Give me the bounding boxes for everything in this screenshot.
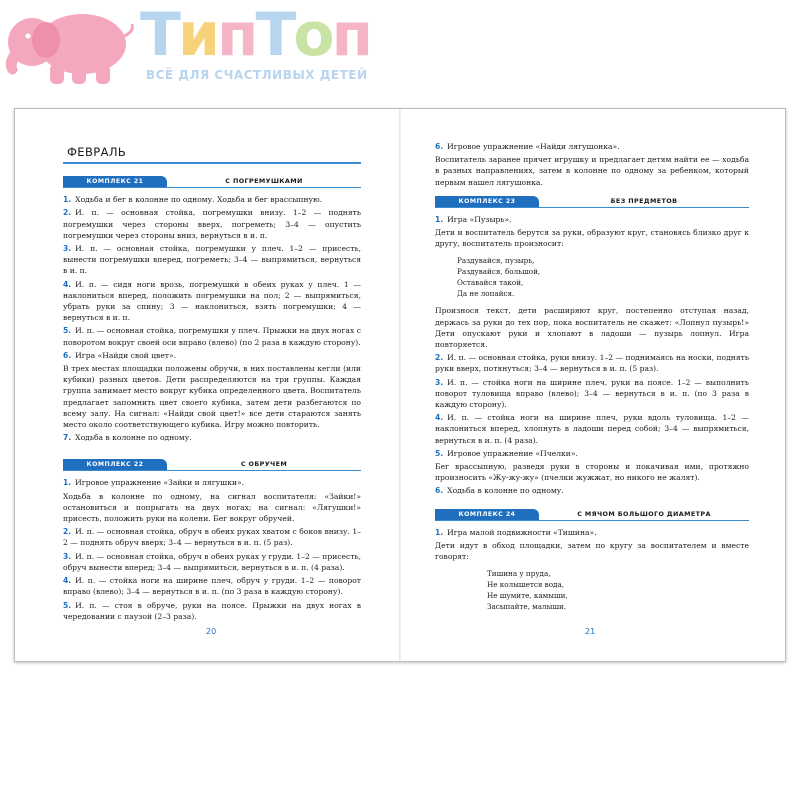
shop-logo (0, 0, 380, 92)
brand-letter: и (177, 0, 217, 70)
brand-letter: п (331, 0, 371, 70)
page-number: 21 (585, 626, 596, 636)
exercise-item (435, 352, 749, 374)
poem (457, 255, 749, 299)
exercise-text: Игровое упражнение «Пчелки». (447, 448, 578, 458)
exercise-number: 5. (63, 326, 72, 336)
exercise-number: 2. (435, 353, 444, 363)
exercise-item (435, 527, 749, 538)
exercise-text: Ходьба в колонне по одному. (75, 433, 192, 443)
exercise-number: 6. (435, 142, 444, 151)
brand-letter: п (216, 0, 256, 70)
game-description: Дети идут в обход площадки, затем по кругу за воспитателем и вместе говорят: (435, 540, 749, 562)
brand-letter: о (293, 0, 332, 70)
exercise-text: И. п. — стойка ноги на ширине плеч, руки вдоль туловища. 1–2 — наклониться вперед, хлопнуть в ладоши перед собой; 3–4 — выпрямиться, вернуться в и. п. (4 раза). (435, 413, 749, 445)
exercise-item (435, 377, 749, 411)
poem-line: Тишина у пруда, (487, 569, 551, 579)
exercise-number: 2. (63, 208, 72, 218)
exercise-item (63, 575, 361, 597)
exercise-text: И. п. — сидя ноги врозь, погремушки в обеих руках у плеч. 1 — наклониться вперед, положить погремушки на пол; 2 — выпрямиться, убрать руки за спину; 3 — наклониться, взять погремушки; 4 — вернуться в и. п. (63, 279, 361, 323)
exercise-number: 1. (63, 195, 72, 205)
game-description: Воспитатель заранее прячет игрушку и предлагает детям найти ее — ходьба в разных направлениях, затем в колонне по одному за ребенком, который первым нашел лягушонка. (435, 155, 749, 187)
elephant-icon (0, 6, 140, 88)
exercise-number: 1. (435, 527, 444, 537)
section-divider (63, 162, 361, 164)
exercise-number: 5. (63, 600, 72, 610)
exercise-number: 3. (63, 244, 72, 254)
exercise-item (435, 485, 749, 496)
exercise-text: Ходьба в колонне по одному. (447, 486, 564, 496)
exercise-number: 6. (435, 486, 444, 496)
exercise-number: 3. (435, 377, 444, 387)
complex-title: БЕЗ ПРЕДМЕТОВ (610, 196, 678, 205)
game-description: Ходьба в колонне по одному, на сигнал воспитателя: «Зайки!» остановиться и попрыгать на двух ногах; на сигнал: «Лягушки!» присесть, положить руки на колени. Бег вокруг обручей. (63, 491, 361, 524)
exercise-item (435, 412, 749, 446)
poem-line: Засыпайте, малыши. (487, 602, 567, 612)
brand-letter: Т (140, 0, 178, 70)
exercise-item (63, 194, 361, 205)
exercise-item (63, 243, 361, 277)
complex-header (63, 176, 361, 188)
exercise-text: И. п. — основная стойка, обруч в обеих руках хватом с боков внизу. 1–2 — поднять обруч вверх; 3–4 — вернуться в и. п. (5 раз). (63, 527, 361, 548)
right-page (435, 109, 749, 661)
complex-tab: КОМПЛЕКС 23 (435, 196, 539, 207)
exercise-item (435, 214, 749, 225)
exercise-item (63, 325, 361, 347)
exercise-text: И. п. — основная стойка, обруч в обеих руках у груди. 1–2 — присесть, обруч вынести вперед; 3–4 — выпрямиться, вернуться в и. п. (4 раза). (63, 551, 361, 572)
exercise-number: 7. (63, 433, 72, 443)
exercise-item (63, 207, 361, 241)
exercise-text: И. п. — основная стойка, руки внизу. 1–2 — поднимаясь на носки, поднять руки вверх, потянуться; 3–4 — вернуться в и. п. (5 раз). (435, 353, 749, 374)
exercise-item (63, 477, 361, 488)
exercise-item (63, 350, 361, 361)
book-spread (14, 108, 786, 662)
exercise-item (63, 600, 361, 622)
exercise-text: Ходьба и бег в колонне по одному. Ходьба и бег врассыпную. (75, 195, 323, 205)
exercise-item (63, 551, 361, 573)
exercise-number: 2. (63, 527, 72, 537)
book-gutter (399, 109, 401, 661)
exercise-text: И. п. — стойка ноги на ширине плеч, руки на поясе. 1–2 — выполнить поворот туловища вправо (влево); 3–4 — вернуться в и. п. (по 3 раза в каждую сторону). (435, 377, 749, 410)
exercise-item (63, 279, 361, 324)
game-description: В трех местах площадки положены обручи, в них поставлены кегли (или кубики) разных цветов. Дети распределяются на три группы. Каждая группа занимает место вокруг кубика определенного цвета. Воспитатель предлагает запомнить цвет своего кубика, затем дети разбегаются по всему залу. На сигнал: «Найди свой цвет!» все дети стараются занять место около соответствующего кубика. Игру можно повторить. (63, 364, 361, 430)
poem-line: Оставайся такой, (457, 278, 524, 288)
complex-title: С ПОГРЕМУШКАМИ (225, 177, 303, 186)
complex-tab: КОМПЛЕКС 22 (63, 459, 167, 470)
exercise-number: 4. (435, 413, 444, 423)
section-title: ФЕВРАЛЬ (67, 145, 127, 159)
exercise-item (63, 432, 361, 443)
complex-header (63, 459, 361, 471)
complex-title: С ОБРУЧЕМ (240, 460, 288, 469)
poem (487, 568, 749, 612)
exercise-text: Игровое упражнение «Зайки и лягушки». (75, 478, 245, 488)
exercise-item (435, 448, 749, 459)
brand-tagline: ВСЁ ДЛЯ СЧАСТЛИВЫХ ДЕТЕЙ (146, 68, 368, 82)
exercise-text: Игра «Найди свой цвет». (75, 350, 177, 360)
complex-title: С МЯЧОМ БОЛЬШОГО ДИАМЕТРА (577, 509, 711, 518)
exercise-number: 5. (435, 448, 444, 458)
exercise-number: 4. (63, 576, 72, 586)
exercise-number: 6. (63, 350, 72, 360)
exercise-text: И. п. — стойка ноги на ширине плеч, обруч у груди. 1–2 — поворот вправо (влево); 3–4 — вернуться в и. п. (по 3 раза в каждую сторону). (63, 576, 361, 597)
exercise-text: Игра «Пузырь». (447, 214, 512, 224)
exercise-text: И. п. — основная стойка, погремушки у плеч. 1–2 — присесть, вынести погремушки вперед, погреметь; 3–4 — выпрямиться, вернуться в и. п. (63, 244, 361, 276)
poem-line: Раздувайся, пузырь, (457, 256, 535, 266)
complex-tab: КОМПЛЕКС 24 (435, 509, 539, 520)
brand-letter: Т (255, 0, 294, 70)
exercise-number: 4. (63, 279, 72, 289)
brand-name (140, 0, 370, 72)
page-number: 20 (206, 626, 217, 636)
exercise-number: 1. (435, 214, 444, 224)
exercise-item (435, 141, 749, 152)
game-description: Дети и воспитатель берутся за руки, образуют круг, становясь близко друг к другу, воспитатель произносит: (435, 228, 749, 249)
poem-line: Не шумите, камыши, (487, 591, 568, 601)
exercise-text: И. п. — основная стойка, погремушки внизу. 1–2 — поднять погремушки через стороны вверх, погреметь; 3–4 — опустить погремушки через стороны вниз, вернуться в и. п. (63, 208, 361, 240)
complex-header (435, 196, 749, 208)
poem-line: Не колышется вода, (487, 580, 565, 590)
exercise-text: Игра малой подвижности «Тишина». (447, 527, 597, 537)
exercise-text: Игровое упражнение «Найди лягушонка». (447, 142, 620, 151)
game-description: Произнося текст, дети расширяют круг, постепенно отступая назад, держась за руки до тех пор, пока воспитатель не скажет: «Лопнул пузырь!» Дети опускают руки и хлопают в ладоши — пузырь лопнул. Игра повторяется. (435, 306, 749, 350)
exercise-item (63, 526, 361, 548)
poem-line: Да не лопайся. (457, 289, 515, 299)
game-description: Бег врассыпную, разведя руки в стороны и покачивая ими, протяжно произносить «Жу-жу-жу» (пчелки жужжат, но никого не жалят). (435, 462, 749, 483)
exercise-number: 3. (63, 551, 72, 561)
exercise-text: И. п. — стоя в обруче, руки на поясе. Прыжки на двух ногах в чередовании с паузой (2–3 раза). (63, 600, 361, 621)
exercise-number: 1. (63, 478, 72, 488)
exercise-text: И. п. — основная стойка, погремушки у плеч. Прыжки на двух ногах с поворотом вокруг своей оси вправо (влево) (по 2 раза в каждую сторону). (63, 326, 361, 347)
complex-tab: КОМПЛЕКС 21 (63, 176, 167, 187)
left-page (63, 109, 361, 661)
complex-header (435, 509, 749, 521)
poem-line: Раздувайся, большой, (457, 267, 541, 277)
